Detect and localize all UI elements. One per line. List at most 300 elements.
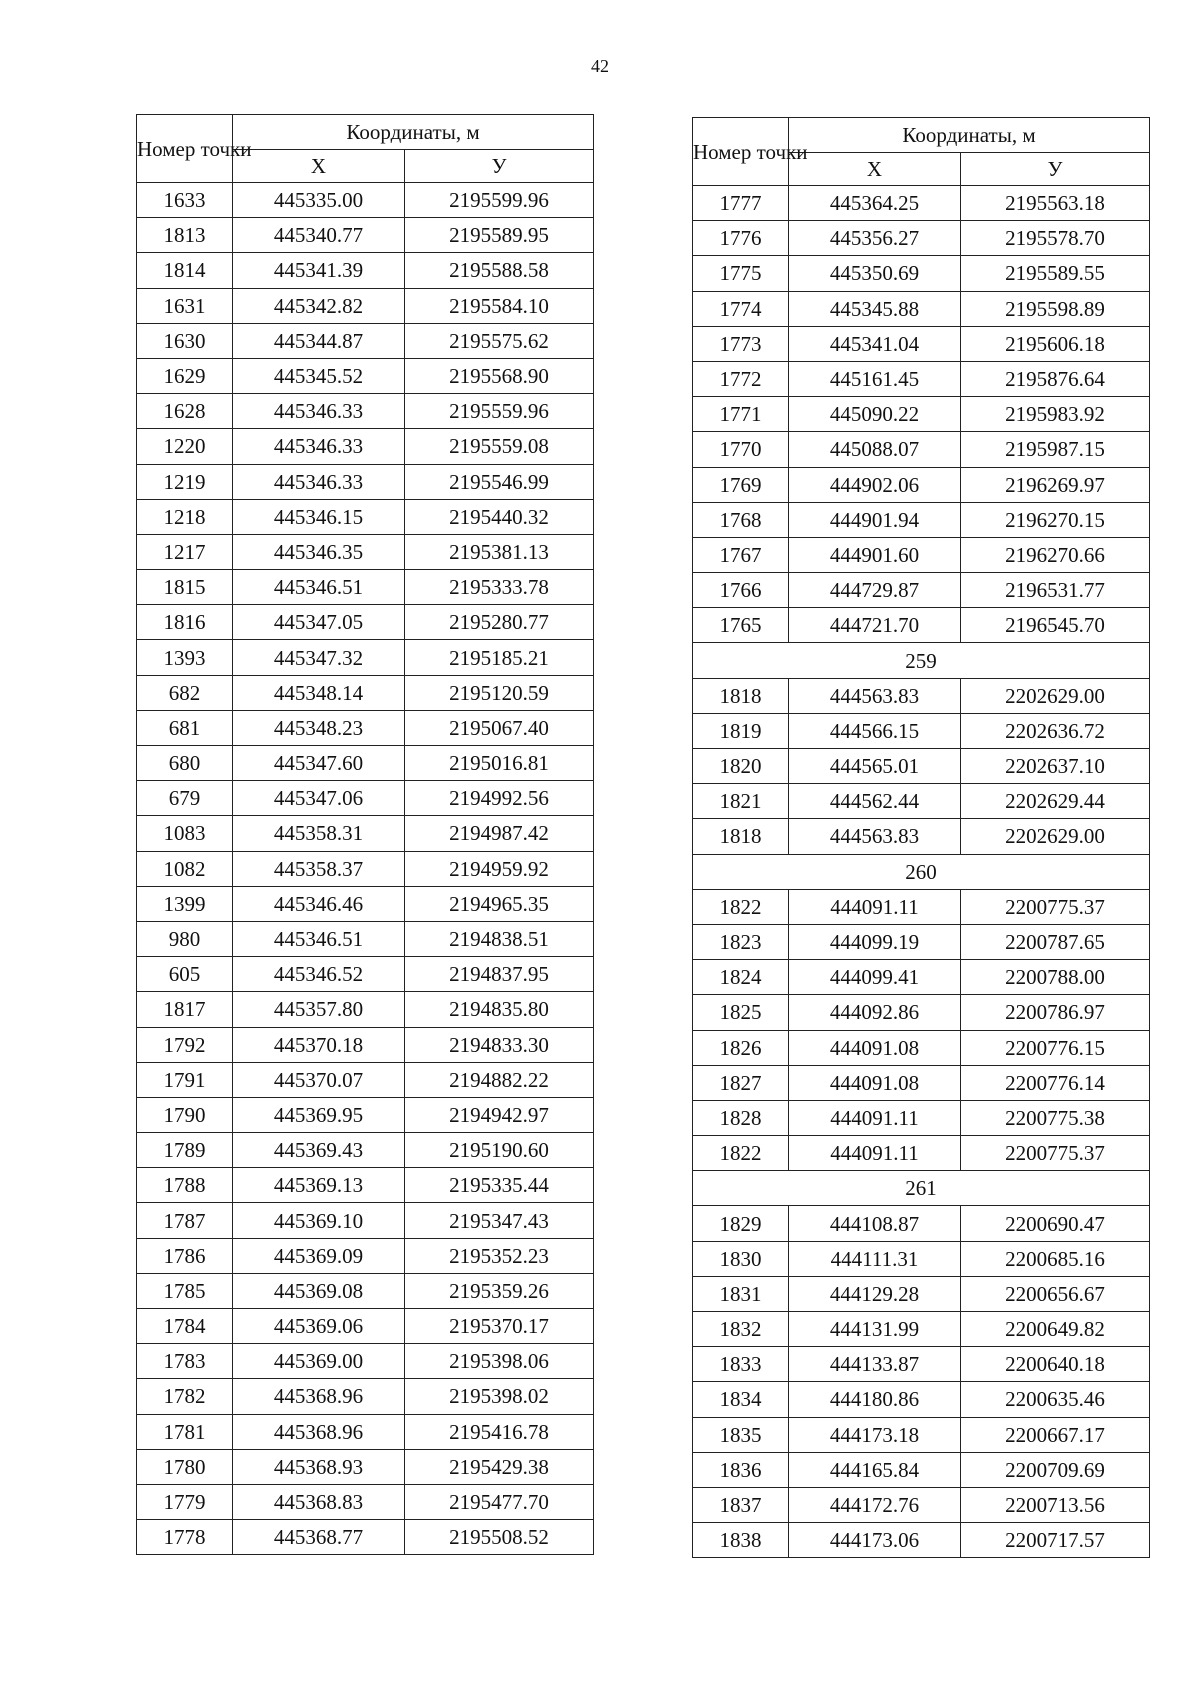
point-number-cell: 1775 <box>693 256 789 291</box>
coordinates-header: Координаты, м <box>789 118 1150 153</box>
table-row <box>693 784 1150 819</box>
x-cell: 445370.18 <box>233 1027 405 1062</box>
point-number-cell: 1083 <box>137 816 233 851</box>
table-row <box>693 1382 1150 1417</box>
table-row <box>693 1206 1150 1241</box>
x-cell: 445088.07 <box>789 432 961 467</box>
table-row <box>137 710 594 745</box>
x-cell: 444173.06 <box>789 1523 961 1558</box>
point-number-cell: 1630 <box>137 323 233 358</box>
point-number-cell: 681 <box>137 710 233 745</box>
point-number-header: Номер точки <box>693 118 789 186</box>
table-row <box>137 1449 594 1484</box>
x-cell: 445368.83 <box>233 1484 405 1519</box>
point-number-cell: 1815 <box>137 570 233 605</box>
x-cell: 444165.84 <box>789 1452 961 1487</box>
table-row <box>693 397 1150 432</box>
x-cell: 444901.94 <box>789 502 961 537</box>
point-number-cell: 1220 <box>137 429 233 464</box>
point-number-cell: 1393 <box>137 640 233 675</box>
x-cell: 444566.15 <box>789 713 961 748</box>
point-number-cell: 680 <box>137 746 233 781</box>
table-row <box>137 1520 594 1555</box>
y-cell: 2195067.40 <box>405 710 594 745</box>
y-cell: 2195876.64 <box>961 361 1150 396</box>
x-cell: 445368.96 <box>233 1414 405 1449</box>
y-cell: 2195120.59 <box>405 675 594 710</box>
point-number-cell: 1768 <box>693 502 789 537</box>
y-cell: 2195559.96 <box>405 394 594 429</box>
table-row <box>693 291 1150 326</box>
y-cell: 2200786.97 <box>961 995 1150 1030</box>
point-number-cell: 1792 <box>137 1027 233 1062</box>
x-cell: 445346.52 <box>233 957 405 992</box>
table-row <box>693 1417 1150 1452</box>
point-number-cell: 1788 <box>137 1168 233 1203</box>
table-row <box>693 573 1150 608</box>
point-number-cell: 1770 <box>693 432 789 467</box>
table-row <box>137 429 594 464</box>
coordinates-table-left <box>136 114 594 1555</box>
table-row <box>137 499 594 534</box>
y-cell: 2195416.78 <box>405 1414 594 1449</box>
point-number-cell: 1791 <box>137 1062 233 1097</box>
table-row <box>693 1030 1150 1065</box>
x-cell: 445358.31 <box>233 816 405 851</box>
x-cell: 445369.43 <box>233 1133 405 1168</box>
point-number-cell: 1790 <box>137 1097 233 1132</box>
point-number-cell: 1816 <box>137 605 233 640</box>
x-cell: 444111.31 <box>789 1241 961 1276</box>
table-row <box>693 1523 1150 1558</box>
x-cell: 445346.46 <box>233 886 405 921</box>
y-cell: 2195398.02 <box>405 1379 594 1414</box>
table-row <box>137 1168 594 1203</box>
y-cell: 2194838.51 <box>405 921 594 956</box>
x-cell: 445369.00 <box>233 1344 405 1379</box>
point-number-cell: 1827 <box>693 1065 789 1100</box>
point-number-cell: 1218 <box>137 499 233 534</box>
point-number-cell: 1767 <box>693 537 789 572</box>
y-cell: 2202629.44 <box>961 784 1150 819</box>
x-cell: 444091.11 <box>789 1136 961 1171</box>
y-cell: 2200685.16 <box>961 1241 1150 1276</box>
point-number-cell: 1774 <box>693 291 789 326</box>
section-row <box>693 643 1150 678</box>
y-cell: 2195575.62 <box>405 323 594 358</box>
x-cell: 445348.23 <box>233 710 405 745</box>
section-number: 261 <box>693 1171 1150 1206</box>
table-row <box>137 1027 594 1062</box>
x-cell: 444721.70 <box>789 608 961 643</box>
table-row <box>137 464 594 499</box>
point-number-cell: 1781 <box>137 1414 233 1449</box>
table-row <box>693 749 1150 784</box>
y-cell: 2194959.92 <box>405 851 594 886</box>
y-cell: 2200776.15 <box>961 1030 1150 1065</box>
y-cell: 2196270.15 <box>961 502 1150 537</box>
x-cell: 445369.09 <box>233 1238 405 1273</box>
x-cell: 444131.99 <box>789 1312 961 1347</box>
point-number-cell: 1631 <box>137 288 233 323</box>
point-number-cell: 1219 <box>137 464 233 499</box>
table-row <box>137 534 594 569</box>
x-cell: 445356.27 <box>789 221 961 256</box>
point-number-cell: 1822 <box>693 889 789 924</box>
y-cell: 2200656.67 <box>961 1276 1150 1311</box>
x-cell: 445368.96 <box>233 1379 405 1414</box>
y-cell: 2195016.81 <box>405 746 594 781</box>
point-number-cell: 1834 <box>693 1382 789 1417</box>
table-row <box>693 432 1150 467</box>
y-cell: 2195280.77 <box>405 605 594 640</box>
point-number-cell: 1399 <box>137 886 233 921</box>
table-row <box>137 394 594 429</box>
y-cell: 2195559.08 <box>405 429 594 464</box>
y-cell: 2200717.57 <box>961 1523 1150 1558</box>
y-cell: 2195563.18 <box>961 186 1150 221</box>
point-number-cell: 679 <box>137 781 233 816</box>
point-number-cell: 1779 <box>137 1484 233 1519</box>
point-number-cell: 1814 <box>137 253 233 288</box>
y-cell: 2195606.18 <box>961 326 1150 361</box>
x-cell: 444172.76 <box>789 1487 961 1522</box>
y-cell: 2200649.82 <box>961 1312 1150 1347</box>
point-number-cell: 1776 <box>693 221 789 256</box>
y-cell: 2194835.80 <box>405 992 594 1027</box>
table-row <box>137 1203 594 1238</box>
table-row <box>137 816 594 851</box>
y-cell: 2194965.35 <box>405 886 594 921</box>
y-cell: 2200776.14 <box>961 1065 1150 1100</box>
y-cell: 2195598.89 <box>961 291 1150 326</box>
x-cell: 444563.83 <box>789 819 961 854</box>
y-cell: 2195568.90 <box>405 358 594 393</box>
point-number-cell: 1826 <box>693 1030 789 1065</box>
point-number-cell: 1782 <box>137 1379 233 1414</box>
y-cell: 2200775.38 <box>961 1100 1150 1135</box>
y-cell: 2200640.18 <box>961 1347 1150 1382</box>
x-cell: 444729.87 <box>789 573 961 608</box>
y-cell: 2195987.15 <box>961 432 1150 467</box>
table-row <box>693 256 1150 291</box>
x-cell: 445345.88 <box>789 291 961 326</box>
table-row <box>693 713 1150 748</box>
section-number: 260 <box>693 854 1150 889</box>
table-row <box>137 851 594 886</box>
y-cell: 2200787.65 <box>961 924 1150 959</box>
table-row <box>137 1133 594 1168</box>
y-cell: 2194942.97 <box>405 1097 594 1132</box>
table-row <box>693 537 1150 572</box>
table-row <box>137 1309 594 1344</box>
table-row <box>693 678 1150 713</box>
x-cell: 444091.11 <box>789 1100 961 1135</box>
x-cell: 445347.06 <box>233 781 405 816</box>
point-number-cell: 1787 <box>137 1203 233 1238</box>
table-row <box>137 957 594 992</box>
x-cell: 445368.93 <box>233 1449 405 1484</box>
y-cell: 2200788.00 <box>961 960 1150 995</box>
y-cell: 2202629.00 <box>961 819 1150 854</box>
x-cell: 444173.18 <box>789 1417 961 1452</box>
table-row <box>137 1379 594 1414</box>
point-number-cell: 1773 <box>693 326 789 361</box>
y-cell: 2194987.42 <box>405 816 594 851</box>
x-cell: 445347.32 <box>233 640 405 675</box>
y-cell: 2195185.21 <box>405 640 594 675</box>
y-cell: 2202636.72 <box>961 713 1150 748</box>
point-number-cell: 1769 <box>693 467 789 502</box>
table-row <box>137 183 594 218</box>
x-cell: 445341.04 <box>789 326 961 361</box>
table-row <box>693 1452 1150 1487</box>
point-number-cell: 1831 <box>693 1276 789 1311</box>
x-cell: 445369.10 <box>233 1203 405 1238</box>
y-cell: 2195589.95 <box>405 218 594 253</box>
x-cell: 444901.60 <box>789 537 961 572</box>
y-cell: 2195352.23 <box>405 1238 594 1273</box>
x-cell: 445369.95 <box>233 1097 405 1132</box>
x-cell: 445345.52 <box>233 358 405 393</box>
x-cell: 445346.33 <box>233 464 405 499</box>
y-cell: 2200667.17 <box>961 1417 1150 1452</box>
page-number: 42 <box>591 56 609 76</box>
y-cell: 2195429.38 <box>405 1449 594 1484</box>
table-row <box>137 605 594 640</box>
table-row <box>693 1136 1150 1171</box>
point-number-cell: 682 <box>137 675 233 710</box>
y-cell: 2196545.70 <box>961 608 1150 643</box>
point-number-cell: 1818 <box>693 678 789 713</box>
x-header: X <box>233 150 405 183</box>
y-cell: 2195335.44 <box>405 1168 594 1203</box>
x-cell: 445341.39 <box>233 253 405 288</box>
y-cell: 2200713.56 <box>961 1487 1150 1522</box>
y-cell: 2195359.26 <box>405 1273 594 1308</box>
x-cell: 445370.07 <box>233 1062 405 1097</box>
y-cell: 2195546.99 <box>405 464 594 499</box>
y-cell: 2195398.06 <box>405 1344 594 1379</box>
x-cell: 445346.51 <box>233 570 405 605</box>
point-number-cell: 1836 <box>693 1452 789 1487</box>
y-cell: 2196531.77 <box>961 573 1150 608</box>
table-row <box>693 467 1150 502</box>
coordinates-table-right <box>692 117 1150 1558</box>
table-row <box>137 746 594 781</box>
table-row <box>693 1241 1150 1276</box>
table-row <box>693 960 1150 995</box>
table-row <box>693 1312 1150 1347</box>
y-cell: 2195584.10 <box>405 288 594 323</box>
table-row <box>137 323 594 358</box>
table-row <box>137 675 594 710</box>
section-row <box>693 1171 1150 1206</box>
point-number-cell: 980 <box>137 921 233 956</box>
y-cell: 2195599.96 <box>405 183 594 218</box>
x-cell: 445342.82 <box>233 288 405 323</box>
point-number-cell: 1823 <box>693 924 789 959</box>
y-cell: 2194837.95 <box>405 957 594 992</box>
x-cell: 444091.11 <box>789 889 961 924</box>
y-cell: 2195589.55 <box>961 256 1150 291</box>
point-number-cell: 1777 <box>693 186 789 221</box>
y-cell: 2195508.52 <box>405 1520 594 1555</box>
point-number-cell: 1784 <box>137 1309 233 1344</box>
table-row <box>137 886 594 921</box>
table-row <box>693 889 1150 924</box>
x-cell: 445350.69 <box>789 256 961 291</box>
table-row <box>137 1344 594 1379</box>
table-row <box>693 924 1150 959</box>
y-cell: 2195190.60 <box>405 1133 594 1168</box>
x-cell: 445369.08 <box>233 1273 405 1308</box>
point-number-cell: 1821 <box>693 784 789 819</box>
y-cell: 2200635.46 <box>961 1382 1150 1417</box>
point-number-cell: 1772 <box>693 361 789 396</box>
y-cell: 2195983.92 <box>961 397 1150 432</box>
point-number-cell: 1817 <box>137 992 233 1027</box>
table-row <box>137 358 594 393</box>
table-row <box>693 361 1150 396</box>
y-cell: 2200709.69 <box>961 1452 1150 1487</box>
point-number-cell: 1832 <box>693 1312 789 1347</box>
point-number-cell: 1820 <box>693 749 789 784</box>
table-row <box>693 326 1150 361</box>
x-cell: 445368.77 <box>233 1520 405 1555</box>
point-number-cell: 1819 <box>693 713 789 748</box>
table-row <box>137 921 594 956</box>
table-row <box>137 1273 594 1308</box>
y-cell: 2202637.10 <box>961 749 1150 784</box>
coordinates-header: Координаты, м <box>233 115 594 150</box>
table-row <box>137 640 594 675</box>
table-row <box>693 1487 1150 1522</box>
table-row <box>137 218 594 253</box>
y-cell: 2195347.43 <box>405 1203 594 1238</box>
x-cell: 445347.05 <box>233 605 405 640</box>
x-cell: 445348.14 <box>233 675 405 710</box>
y-cell: 2195578.70 <box>961 221 1150 256</box>
table-row <box>693 819 1150 854</box>
point-number-cell: 1835 <box>693 1417 789 1452</box>
table-row <box>693 1276 1150 1311</box>
y-cell: 2195588.58 <box>405 253 594 288</box>
table-row <box>693 502 1150 537</box>
point-number-cell: 1838 <box>693 1523 789 1558</box>
point-number-cell: 1813 <box>137 218 233 253</box>
point-number-cell: 1771 <box>693 397 789 432</box>
x-cell: 445346.33 <box>233 394 405 429</box>
x-cell: 445340.77 <box>233 218 405 253</box>
table-row <box>137 1097 594 1132</box>
x-cell: 445364.25 <box>789 186 961 221</box>
point-number-cell: 1765 <box>693 608 789 643</box>
x-cell: 444099.41 <box>789 960 961 995</box>
x-cell: 444091.08 <box>789 1065 961 1100</box>
y-cell: 2195370.17 <box>405 1309 594 1344</box>
table-row <box>693 1100 1150 1135</box>
x-cell: 444133.87 <box>789 1347 961 1382</box>
y-cell: 2202629.00 <box>961 678 1150 713</box>
point-number-cell: 1786 <box>137 1238 233 1273</box>
x-cell: 445344.87 <box>233 323 405 358</box>
point-number-cell: 1789 <box>137 1133 233 1168</box>
point-number-cell: 1833 <box>693 1347 789 1382</box>
y-header: У <box>405 150 594 183</box>
y-cell: 2195477.70 <box>405 1484 594 1519</box>
x-cell: 444099.19 <box>789 924 961 959</box>
table-row <box>137 1484 594 1519</box>
x-cell: 445369.13 <box>233 1168 405 1203</box>
point-number-cell: 1837 <box>693 1487 789 1522</box>
point-number-header: Номер точки <box>137 115 233 183</box>
x-cell: 444902.06 <box>789 467 961 502</box>
point-number-cell: 1828 <box>693 1100 789 1135</box>
y-cell: 2196270.66 <box>961 537 1150 572</box>
x-cell: 445369.06 <box>233 1309 405 1344</box>
point-number-cell: 1822 <box>693 1136 789 1171</box>
point-number-cell: 1766 <box>693 573 789 608</box>
section-row <box>693 854 1150 889</box>
point-number-cell: 1082 <box>137 851 233 886</box>
y-cell: 2194882.22 <box>405 1062 594 1097</box>
point-number-cell: 1778 <box>137 1520 233 1555</box>
point-number-cell: 1785 <box>137 1273 233 1308</box>
x-cell: 445090.22 <box>789 397 961 432</box>
table-row <box>693 186 1150 221</box>
x-cell: 444129.28 <box>789 1276 961 1311</box>
point-number-cell: 1629 <box>137 358 233 393</box>
table-row <box>137 253 594 288</box>
x-cell: 445346.33 <box>233 429 405 464</box>
y-header: У <box>961 153 1150 186</box>
table-row <box>137 781 594 816</box>
x-cell: 445358.37 <box>233 851 405 886</box>
x-cell: 444565.01 <box>789 749 961 784</box>
point-number-cell: 1217 <box>137 534 233 569</box>
y-cell: 2194992.56 <box>405 781 594 816</box>
x-cell: 445346.15 <box>233 499 405 534</box>
y-cell: 2200775.37 <box>961 889 1150 924</box>
y-cell: 2200775.37 <box>961 1136 1150 1171</box>
point-number-cell: 1824 <box>693 960 789 995</box>
point-number-cell: 1783 <box>137 1344 233 1379</box>
table-row <box>693 1347 1150 1382</box>
table-row <box>137 1062 594 1097</box>
x-cell: 444108.87 <box>789 1206 961 1241</box>
point-number-cell: 1830 <box>693 1241 789 1276</box>
table-row <box>693 995 1150 1030</box>
x-header: X <box>789 153 961 186</box>
x-cell: 445346.35 <box>233 534 405 569</box>
x-cell: 444091.08 <box>789 1030 961 1065</box>
point-number-cell: 1818 <box>693 819 789 854</box>
x-cell: 444092.86 <box>789 995 961 1030</box>
y-cell: 2195440.32 <box>405 499 594 534</box>
x-cell: 444563.83 <box>789 678 961 713</box>
table-row <box>693 1065 1150 1100</box>
point-number-cell: 1829 <box>693 1206 789 1241</box>
table-row <box>137 570 594 605</box>
x-cell: 445357.80 <box>233 992 405 1027</box>
x-cell: 445335.00 <box>233 183 405 218</box>
table-row <box>137 1414 594 1449</box>
y-cell: 2200690.47 <box>961 1206 1150 1241</box>
point-number-cell: 1628 <box>137 394 233 429</box>
x-cell: 445346.51 <box>233 921 405 956</box>
table-row <box>137 288 594 323</box>
